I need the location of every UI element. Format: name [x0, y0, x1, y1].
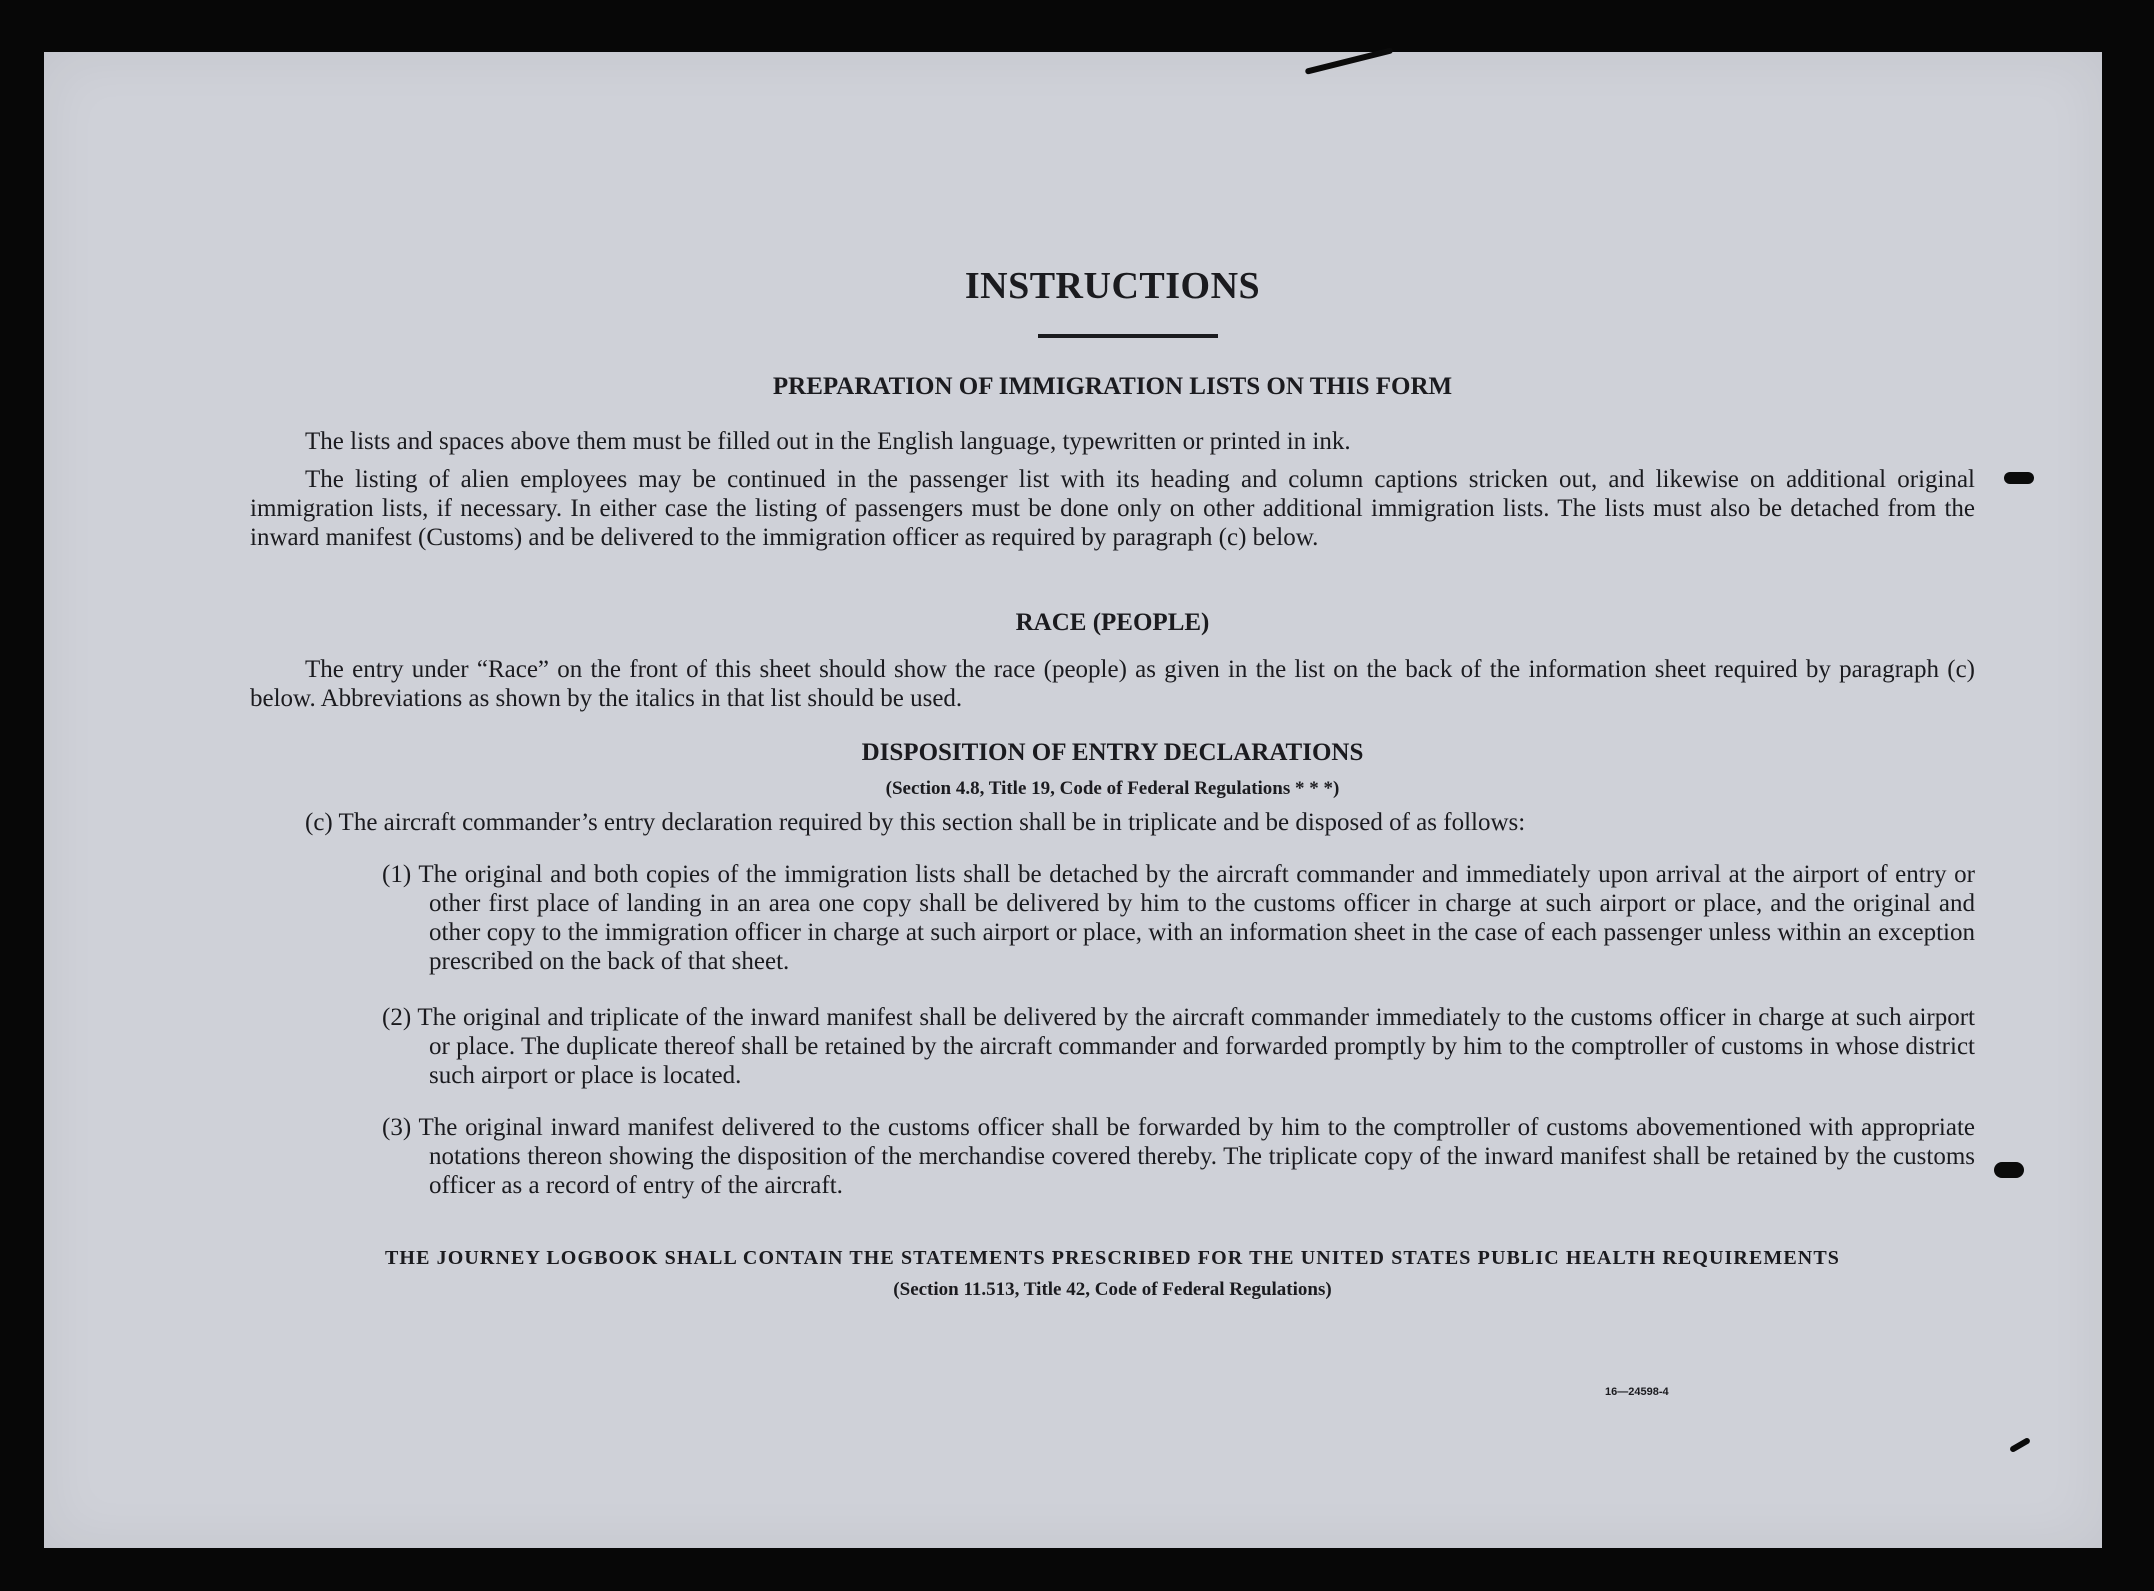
page-title: INSTRUCTIONS	[964, 265, 1261, 307]
disposition-item-3: (3) The original inward manifest delivered to the customs officer shall be forwarded by him to the comptroller of customs abovementioned with appropriate notations thereon showing the disposition of the merchandise covered thereby. The triplicate copy of the inward manifest shall be retained by the customs officer as a record of entry of the aircraft.	[382, 1114, 1975, 1199]
preparation-paragraph-2: The listing of alien employees may be continued in the passenger list with its heading and column captions stricken out, and likewise on additional original immigration lists, if necessary. In either case the listing of passengers must be done only on other additional immigration lists. The lists must also be detached from the inward manifest (Customs) and be delivered to the immigration officer as required by paragraph (c) below.	[250, 466, 1975, 551]
race-paragraph: The entry under “Race” on the front of this sheet should show the race (people) as given in the list on the back of the information sheet required by paragraph (c) below. Abbreviations as shown by the italics in that list should be used.	[250, 656, 1975, 712]
disposition-citation: (Section 4.8, Title 19, Code of Federal Regulations * * *)	[885, 778, 1340, 799]
health-requirements-statement: THE JOURNEY LOGBOOK SHALL CONTAIN THE STATEMENTS PRESCRIBED FOR THE UNITED STATES PUBLIC HEALTH REQUIREMENTS	[384, 1247, 1841, 1269]
disposition-heading: DISPOSITION OF ENTRY DECLARATIONS	[861, 739, 1364, 766]
race-heading: RACE (PEOPLE)	[1015, 609, 1210, 636]
document-sheet	[44, 52, 2102, 1548]
preparation-heading: PREPARATION OF IMMIGRATION LISTS ON THIS FORM	[772, 373, 1453, 400]
scan-mark-right-3	[2009, 1437, 2031, 1453]
disposition-item-1: (1) The original and both copies of the immigration lists shall be detached by the aircraft commander and immediately upon arrival at the airport of entry or other first place of landing in an area one copy shall be delivered by him to the customs officer in charge at such airport or place, and the original and other copy to the immigration officer in charge at such airport or place, with an information sheet in the case of each passenger unless within an exception prescribed on the back of that sheet.	[382, 861, 1975, 975]
title-underline	[1038, 334, 1218, 338]
health-requirements-citation: (Section 11.513, Title 42, Code of Federal Regulations)	[893, 1279, 1332, 1300]
preparation-paragraph-1: The lists and spaces above them must be filled out in the English language, typewritten or printed in ink.	[305, 428, 1351, 455]
disposition-item-2: (2) The original and triplicate of the inward manifest shall be delivered by the aircraft commander immediately to the customs officer in charge at such airport or place. The duplicate thereof shall be retained by the aircraft commander and forwarded promptly by him to the comptroller of customs in whose district such airport or place is located.	[382, 1004, 1975, 1089]
scan-mark-top	[1305, 47, 1394, 75]
form-number: 16—24598-4	[1605, 1386, 1669, 1398]
scan-mark-right-1	[2004, 472, 2034, 484]
disposition-intro: (c) The aircraft commander’s entry declaration required by this section shall be in triplicate and be disposed of as follows:	[305, 809, 1526, 836]
scan-mark-right-2	[1994, 1162, 2024, 1178]
